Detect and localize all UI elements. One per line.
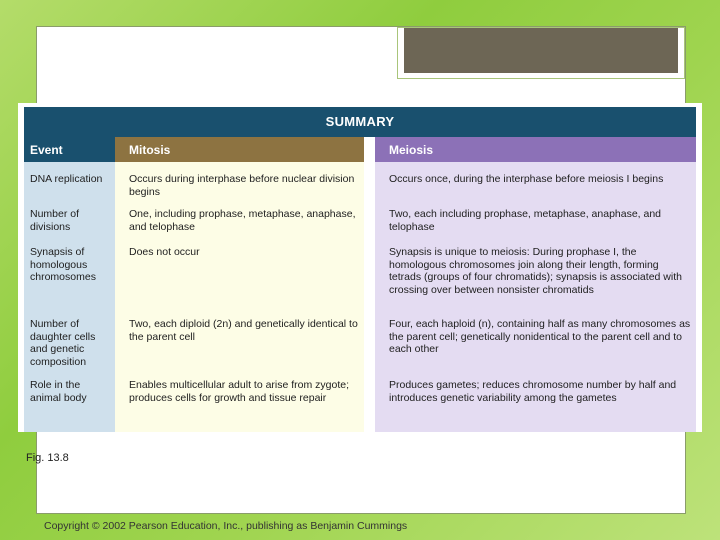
event-header: Event (24, 137, 115, 162)
event-cell-dna-replication: DNA replication (30, 173, 103, 185)
event-cell-synapsis: Synapsis of homologous chromosomes (30, 246, 96, 284)
meiosis-cell-number-of-divisions: Two, each including prophase, metaphase, anaphase, and telophase (389, 208, 662, 233)
event-cell-role: Role in the animal body (30, 379, 87, 404)
title-placeholder-fill (404, 28, 678, 73)
meiosis-cell-dna-replication: Occurs once, during the interphase before meiosis I begins (389, 173, 664, 185)
mitosis-column (115, 137, 364, 432)
title-placeholder (397, 27, 685, 79)
mitosis-header: Mitosis (115, 137, 364, 162)
mitosis-cell-dna-replication: Occurs during interphase before nuclear division begins (129, 173, 355, 198)
mitosis-cell-daughter-cells: Two, each diploid (2n) and genetically identical to the parent cell (129, 318, 358, 343)
event-column (24, 137, 115, 432)
event-cell-daughter-cells: Number of daughter cells and genetic composition (30, 318, 96, 368)
figure-label: Fig. 13.8 (26, 452, 69, 464)
meiosis-cell-daughter-cells: Four, each haploid (n), containing half as many chromosomes as the parent cell; genetically nonidentical to the parent cell and to each other (389, 318, 691, 356)
meiosis-column (375, 137, 696, 432)
copyright-notice: Copyright © 2002 Pearson Education, Inc., publishing as Benjamin Cummings (44, 520, 408, 532)
mitosis-cell-synapsis: Does not occur (129, 246, 200, 258)
mitosis-cell-number-of-divisions: One, including prophase, metaphase, anaphase, and telophase (129, 208, 356, 233)
summary-title: SUMMARY (24, 107, 696, 137)
summary-table-figure (18, 103, 702, 432)
meiosis-header: Meiosis (375, 137, 696, 162)
meiosis-cell-role: Produces gametes; reduces chromosome number by half and introduces genetic variability among the gametes (389, 379, 677, 404)
mitosis-cell-role: Enables multicellular adult to arise from zygote; produces cells for growth and tissue repair (129, 379, 350, 404)
event-cell-number-of-divisions: Number of divisions (30, 208, 80, 233)
meiosis-cell-synapsis: Synapsis is unique to meiosis: During prophase I, the homologous chromosomes join along their length, forming tetrads (groups of four chromatids); synapsis is associated with crossing over between nonsister chromatids (389, 246, 682, 296)
